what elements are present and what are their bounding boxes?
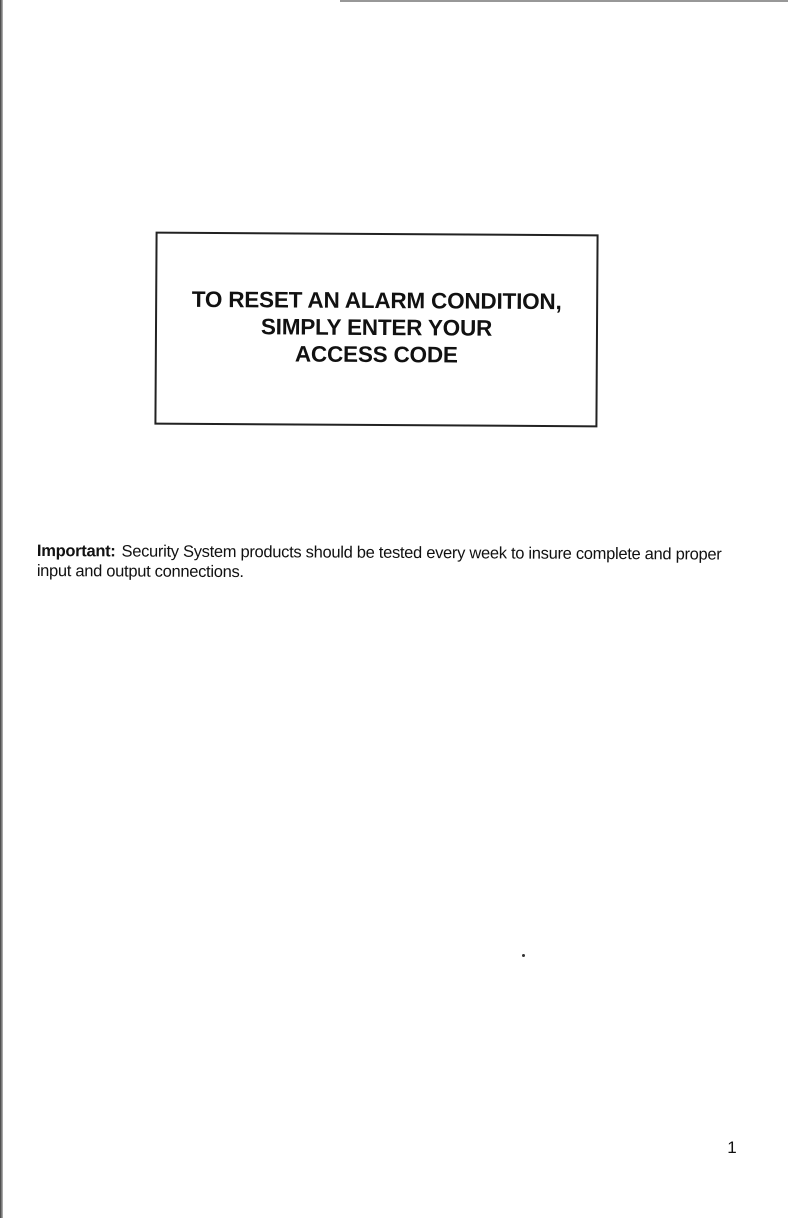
notice-line-3: ACCESS CODE <box>294 341 458 368</box>
page-number: 1 <box>727 1138 737 1157</box>
scan-edge-left <box>0 0 3 1218</box>
notice-line-1: TO RESET AN ALARM CONDITION, <box>191 286 562 315</box>
important-label: Important: <box>36 542 116 561</box>
important-text: Security System products should be tested every week to insure complete and proper input and output connections. <box>36 542 722 582</box>
scan-speck <box>522 954 525 957</box>
scan-edge-top <box>340 0 788 2</box>
important-note <box>37 541 757 585</box>
reset-notice-box <box>154 232 598 428</box>
reset-notice-text <box>157 286 596 370</box>
notice-line-2: SIMPLY ENTER YOUR <box>260 314 493 341</box>
